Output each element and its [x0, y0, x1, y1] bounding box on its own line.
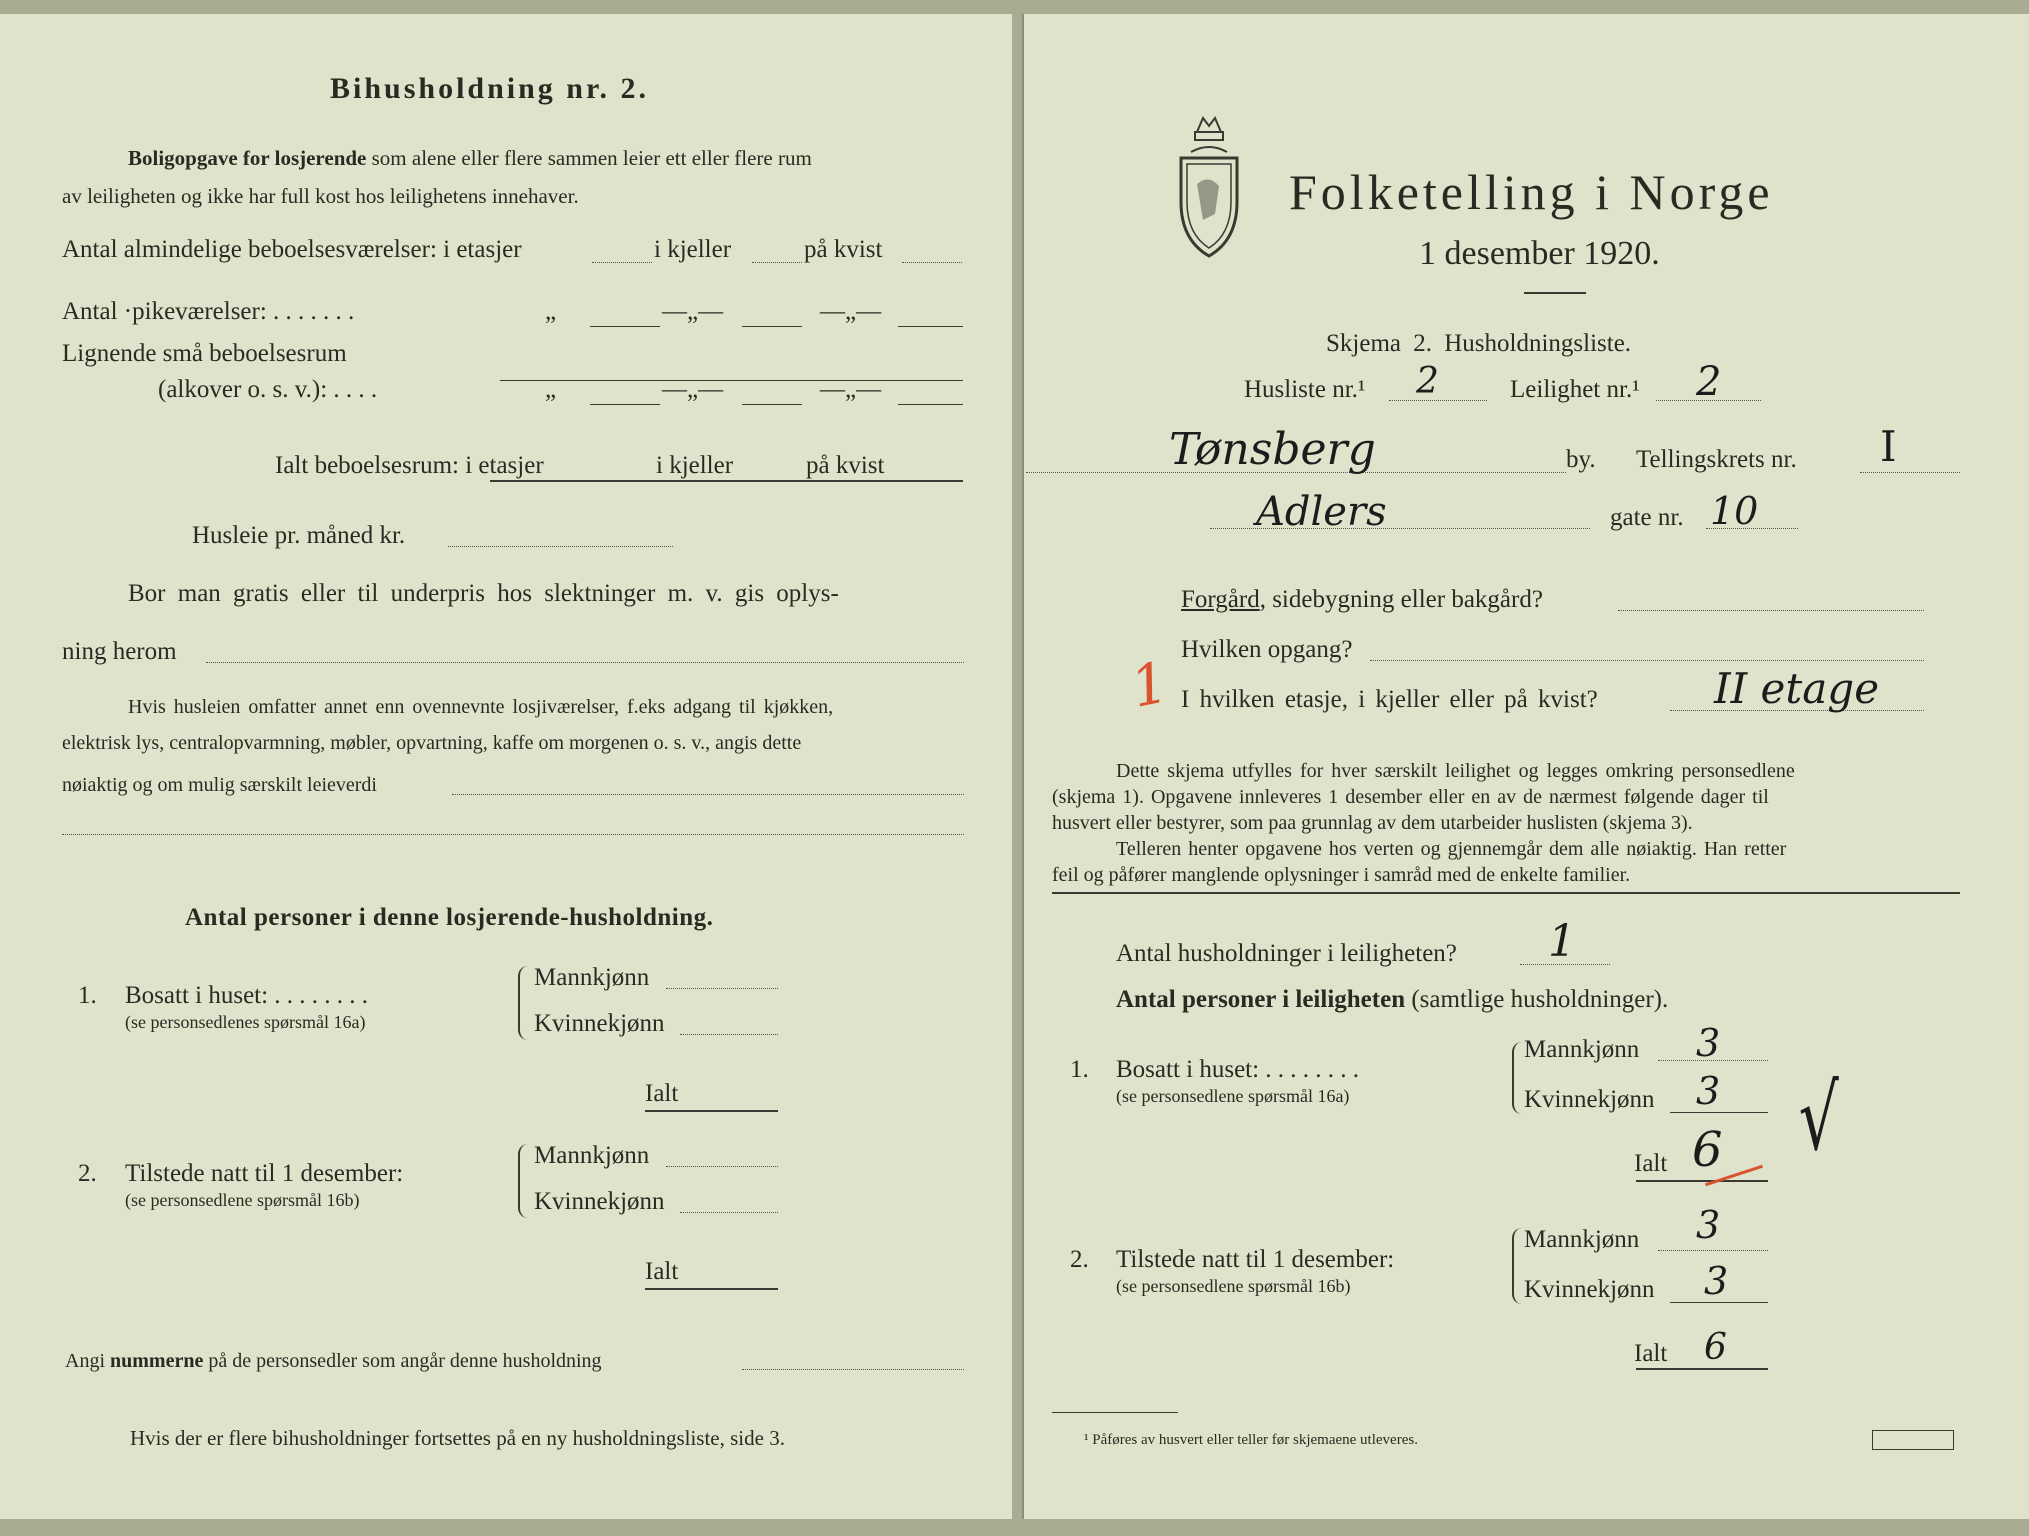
right-q2-brace: [1512, 1228, 1522, 1304]
left-q1-kvinne-field[interactable]: [680, 1034, 778, 1035]
left-q1-ialt-label: Ialt: [645, 1080, 679, 1107]
skjema-label: Skjema 2. Husholdningsliste.: [1326, 330, 1632, 357]
right-q2-ialt-value: 6: [1704, 1327, 1727, 1368]
angi-bold: nummerne: [110, 1350, 204, 1372]
husliste-value: 2: [1416, 361, 1439, 402]
right-q1-sub: (se personsedlene spørsmål 16a): [1116, 1086, 1350, 1106]
left-q2-sub: (se personsedlene spørsmål 16b): [125, 1190, 360, 1210]
pike-dash-1: —„—: [662, 298, 724, 325]
angi-post: på de personsedler som angår denne husholdning: [208, 1350, 602, 1372]
krets-field[interactable]: [1860, 472, 1960, 473]
right-persons-bold: Antal personer i leiligheten: [1116, 986, 1406, 1013]
left-q2-mann-label: Mannkjønn: [534, 1142, 650, 1169]
right-title: Folketelling i Norge: [1289, 164, 1774, 220]
right-q2-kvinne-label: Kvinnekjønn: [1524, 1276, 1655, 1303]
angi-line: [65, 1350, 602, 1373]
left-footer: Hvis der er flere bihusholdninger fortsettes på en ny husholdningsliste, side 3.: [130, 1426, 785, 1450]
lignende-field-3[interactable]: [898, 404, 963, 405]
rooms-kvist-field[interactable]: [902, 262, 962, 263]
right-q1-check: √: [1798, 1066, 1839, 1171]
rooms-label: Antal almindelige beboelsesværelser: i etasjer: [62, 236, 522, 263]
right-q2-num: 2.: [1070, 1246, 1089, 1273]
right-persons-rest: (samtlige husholdninger).: [1411, 986, 1669, 1013]
hush-label: Antal husholdninger i leiligheten?: [1116, 940, 1457, 967]
city-value: Tønsberg: [1169, 424, 1376, 475]
etasje-value: II etage: [1714, 664, 1880, 713]
intro-bold: Boligopgave for losjerende: [128, 146, 367, 170]
rooms-etasjer-field[interactable]: [592, 262, 652, 263]
left-q1-mann-label: Mannkjønn: [534, 964, 650, 991]
left-q2-brace: [518, 1144, 528, 1218]
printer-stamp-icon: [1872, 1430, 1954, 1450]
right-date: 1 desember 1920.: [1419, 235, 1660, 272]
red-mark: 1: [1125, 650, 1174, 722]
rooms-kjeller-field[interactable]: [752, 262, 802, 263]
right-q2-sub: (se personsedlene spørsmål 16b): [1116, 1276, 1351, 1296]
bor-line-2: ning herom: [62, 638, 177, 665]
pike-field-2[interactable]: [742, 326, 802, 327]
lignende-label-2: (alkover o. s. v.): . . . .: [158, 376, 378, 403]
left-persons-header: Antal personer i denne losjerende-husholdning.: [185, 904, 714, 931]
ialt-rooms-label: Ialt beboelsesrum: i etasjer: [275, 452, 544, 479]
right-q1-ialt-field[interactable]: [1636, 1180, 1768, 1182]
pike-field-3[interactable]: [898, 326, 963, 327]
street-value: Adlers: [1256, 489, 1387, 535]
coat-of-arms-icon: [1169, 114, 1249, 264]
left-q2-ialt-field[interactable]: [645, 1288, 778, 1290]
right-q1-brace: [1512, 1042, 1522, 1114]
pike-label: Antal ·pikeværelser: . . . . . . .: [62, 298, 355, 325]
footnote: ¹ Påføres av husvert eller teller før skjemaene utleveres.: [1084, 1432, 1418, 1448]
left-q2-kvinne-field[interactable]: [680, 1212, 778, 1213]
lignende-dash-2: —„—: [820, 376, 882, 403]
right-q1-num: 1.: [1070, 1056, 1089, 1083]
forgard-field[interactable]: [1618, 610, 1924, 611]
right-q2-label: Tilstede natt til 1 desember:: [1116, 1246, 1395, 1273]
forgard-underlined: Forgård: [1181, 586, 1260, 613]
hvis-line-1: Hvis husleien omfatter annet enn ovennevnte losjiværelser, f.eks adgang til kjøkken,: [128, 696, 834, 718]
hvis-line-3: nøiaktig og om mulig særskilt leieverdi: [62, 774, 377, 796]
left-q1-brace: [518, 966, 528, 1040]
lignende-line: [500, 380, 963, 381]
right-q1-kvinne-value: 3: [1696, 1069, 1721, 1113]
intro-line-1: [128, 146, 812, 170]
right-q1-kvinne-label: Kvinnekjønn: [1524, 1086, 1655, 1113]
instr-line-4: Telleren henter opgavene hos verten og gjennemgår dem alle nøiaktig. Han retter: [1116, 838, 1787, 860]
right-q2-kvinne-value: 3: [1704, 1259, 1729, 1303]
left-q2-num: 2.: [78, 1160, 97, 1187]
lignende-dash-1: —„—: [662, 376, 724, 403]
gate-value: 10: [1710, 489, 1759, 533]
opgang-field[interactable]: [1370, 660, 1924, 661]
right-q1-ialt-label: Ialt: [1634, 1150, 1668, 1177]
left-q1-ialt-field[interactable]: [645, 1110, 778, 1112]
bor-line-1: Bor man gratis eller til underpris hos slektninger m. v. gis oplys-: [128, 580, 839, 607]
forgard-line: [1181, 586, 1543, 615]
husleie-label: Husleie pr. måned kr.: [192, 522, 406, 549]
leilighet-value: 2: [1696, 359, 1722, 405]
right-q1-mann-value: 3: [1696, 1021, 1721, 1065]
by-label: by.: [1566, 446, 1596, 473]
right-q1-mann-label: Mannkjønn: [1524, 1036, 1640, 1063]
left-q1-kvinne-label: Kvinnekjønn: [534, 1010, 665, 1037]
title-divider: [1524, 292, 1586, 294]
krets-label: Tellingskrets nr.: [1636, 446, 1797, 473]
bor-field[interactable]: [206, 662, 964, 663]
right-q2-ialt-field[interactable]: [1636, 1368, 1768, 1370]
etasje-label: I hvilken etasje, i kjeller eller på kvist?: [1181, 686, 1598, 713]
hvis-line-2: elektrisk lys, centralopvarmning, møbler, opvartning, kaffe om morgenen o. s. v., angis dette: [62, 732, 802, 754]
right-q2-mann-value: 3: [1696, 1203, 1721, 1247]
leilighet-label: Leilighet nr.¹: [1510, 376, 1640, 403]
hvis-field[interactable]: [452, 794, 964, 795]
left-q2-label: Tilstede natt til 1 desember:: [125, 1160, 404, 1187]
angi-pre: Angi: [65, 1350, 105, 1372]
left-q1-num: 1.: [78, 982, 97, 1009]
instr-line-2: (skjema 1). Opgavene innleveres 1 desember eller en av de nærmest følgende dager til: [1052, 786, 1769, 808]
pike-field-1[interactable]: [590, 326, 660, 327]
instr-line-1: Dette skjema utfylles for hver særskilt leilighet og legges omkring personsedlene: [1116, 760, 1795, 782]
ialt-kjeller-label: i kjeller: [656, 452, 734, 479]
right-q2-mann-label: Mannkjønn: [1524, 1226, 1640, 1253]
krets-value: I: [1880, 422, 1897, 471]
lignende-field-1[interactable]: [590, 404, 660, 405]
right-q1-ialt-value: 6: [1692, 1122, 1723, 1178]
right-q2-ialt-label: Ialt: [1634, 1340, 1668, 1367]
instr-line-3: husvert eller bestyrer, som paa grunnlag av dem utarbeider huslisten (skjema 3).: [1052, 812, 1693, 834]
husliste-label: Husliste nr.¹: [1244, 376, 1366, 403]
right-persons-line: [1116, 986, 1668, 1015]
right-page: [1022, 14, 2029, 1519]
husleie-field[interactable]: [448, 546, 673, 547]
instr-line-5: feil og påfører manglende oplysninger i samråd med de enkelte familier.: [1052, 864, 1631, 886]
opgang-label: Hvilken opgang?: [1181, 636, 1353, 663]
right-q2-mann-field[interactable]: [1658, 1250, 1768, 1251]
lignende-field-2[interactable]: [742, 404, 802, 405]
instr-divider: [1052, 892, 1960, 894]
left-q1-label: Bosatt i huset: . . . . . . . .: [125, 982, 369, 1009]
left-page: [0, 14, 1012, 1519]
lignende-ditto: „: [545, 376, 557, 403]
intro-line-2: av leiligheten og ikke har full kost hos leilighetens innehaver.: [62, 184, 579, 208]
lignende-label-1: Lignende små beboelsesrum: [62, 340, 347, 367]
hush-value: 1: [1548, 916, 1576, 967]
left-q2-kvinne-label: Kvinnekjønn: [534, 1188, 665, 1215]
hvis-field-2[interactable]: [62, 834, 964, 835]
rooms-kvist-label: på kvist: [804, 236, 883, 263]
pike-dash-2: —„—: [820, 298, 882, 325]
left-title: Bihusholdning nr. 2.: [330, 72, 650, 105]
left-q1-mann-field[interactable]: [666, 988, 778, 989]
footnote-divider: [1052, 1412, 1178, 1413]
angi-field[interactable]: [742, 1369, 964, 1370]
intro-rest: som alene eller flere sammen leier ett eller flere rum: [371, 146, 812, 170]
left-q2-ialt-label: Ialt: [645, 1258, 679, 1285]
ialt-kvist-label: på kvist: [806, 452, 885, 479]
left-q2-mann-field[interactable]: [666, 1166, 778, 1167]
forgard-rest: , sidebygning eller bakgård?: [1259, 586, 1543, 613]
rooms-kjeller-label: i kjeller: [654, 236, 732, 263]
pike-ditto: „: [545, 298, 557, 325]
right-q1-label: Bosatt i huset: . . . . . . . .: [1116, 1056, 1360, 1083]
gate-label: gate nr.: [1610, 504, 1684, 531]
left-q1-sub: (se personsedlenes spørsmål 16a): [125, 1012, 366, 1032]
